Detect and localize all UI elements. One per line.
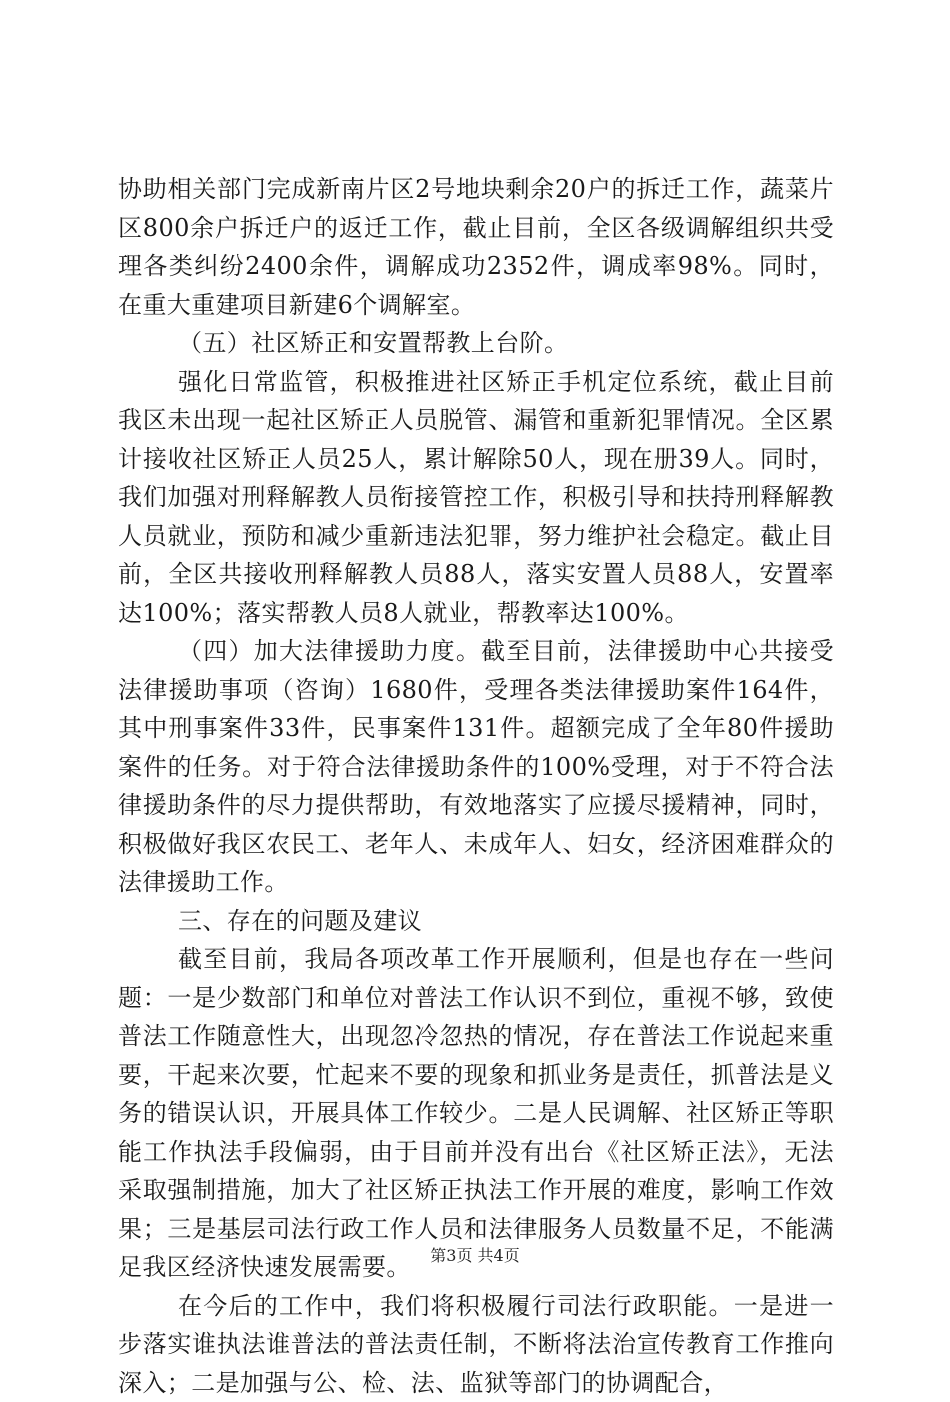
page-number-footer: 第3页 共4页	[0, 1246, 950, 1266]
paragraph-mediation-continued: 协助相关部门完成新南片区2号地块剩余20户的拆迁工作，蔬菜片区800余户拆迁户的返迁工作，截止目前，全区各级调解组织共受理各类纠纷2400余件，调解成功2352件，调成率98%。同时，在重大重建项目新建6个调解室。	[118, 170, 834, 324]
document-body	[118, 170, 834, 1402]
paragraph-problems: 截至目前，我局各项改革工作开展顺利，但是也存在一些问题：一是少数部门和单位对普法工作认识不到位，重视不够，致使普法工作随意性大，出现忽冷忽热的情况，存在普法工作说起来重要，干起来次要，忙起来不要的现象和抓业务是责任，抓普法是义务的错误认识，开展具体工作较少。二是人民调解、社区矫正等职能工作执法手段偏弱，由于目前并没有出台《社区矫正法》，无法采取强制措施，加大了社区矫正执法工作开展的难度，影响工作效果；三是基层司法行政工作人员和法律服务人员数量不足，不能满足我区经济快速发展需要。	[118, 940, 834, 1287]
paragraph-legal-aid: （四）加大法律援助力度。截至目前，法律援助中心共接受法律援助事项（咨询）1680件，受理各类法律援助案件164件，其中刑事案件33件，民事案件131件。超额完成了全年80件援助案件的任务。对于符合法律援助条件的100%受理，对于不符合法律援助条件的尽力提供帮助，有效地落实了应援尽援精神，同时，积极做好我区农民工、老年人、未成年人、妇女，经济困难群众的法律援助工作。	[118, 632, 834, 902]
paragraph-future-work: 在今后的工作中，我们将积极履行司法行政职能。一是进一步落实谁执法谁普法的普法责任制，不断将法治宣传教育工作推向深入；二是加强与公、检、法、监狱等部门的协调配合，	[118, 1287, 834, 1402]
paragraph-community-correction: 强化日常监管，积极推进社区矫正手机定位系统，截止目前我区未出现一起社区矫正人员脱管、漏管和重新犯罪情况。全区累计接收社区矫正人员25人，累计解除50人，现在册39人。同时，我们加强对刑释解教人员衔接管控工作，积极引导和扶持刑释解教人员就业，预防和减少重新违法犯罪，努力维护社会稳定。截止目前，全区共接收刑释解教人员88人，落实安置人员88人，安置率达100%；落实帮教人员8人就业，帮教率达100%。	[118, 363, 834, 633]
heading-community-correction: （五）社区矫正和安置帮教上台阶。	[118, 324, 834, 363]
heading-problems-suggestions: 三、存在的问题及建议	[118, 902, 834, 941]
